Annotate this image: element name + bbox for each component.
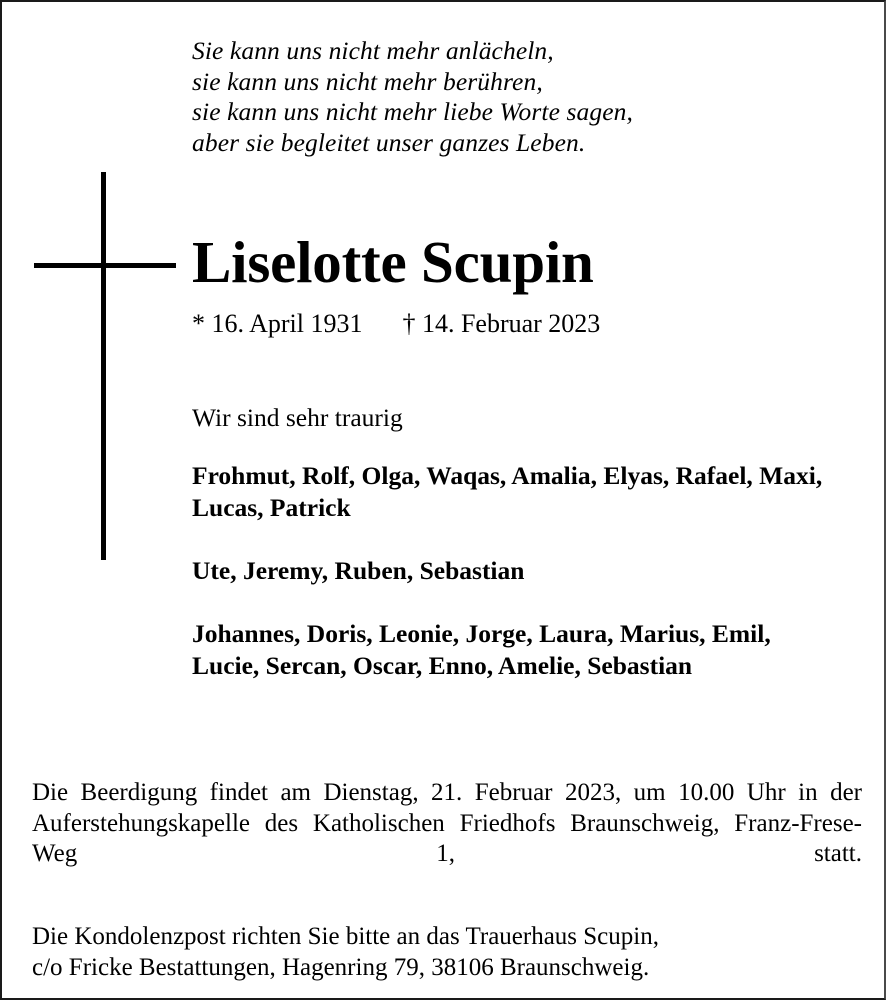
birth-date: 16. April 1931 [211,309,363,338]
verse-line-1: Sie kann uns nicht mehr anlächeln, [192,36,554,65]
death-date-group [402,309,600,338]
condolence-block [32,922,862,983]
birth-date-group [192,309,362,338]
funeral-details [32,778,862,983]
condolence-line-2: c/o Fricke Bestattungen, Hagenring 79, 38106 Braunschweig. [32,953,650,981]
deceased-block [192,230,852,682]
verse-line-3: sie kann uns nicht mehr liebe Worte sagen, [192,97,633,126]
death-date: 14. Februar 2023 [421,309,601,338]
verse-line-2: sie kann uns nicht mehr berühren, [192,66,543,96]
life-dates [192,309,852,339]
mourner-group-2: Ute, Jeremy, Ruben, Sebastian [192,556,525,585]
memorial-verse [192,36,812,158]
condolence-line-1: Die Kondolenzpost richten Sie bitte an das Trauerhaus Scupin, [32,923,659,950]
deceased-name: Liselotte Scupin [192,229,594,295]
cross-horizontal-bar [34,263,176,268]
cross-vertical-bar [101,172,106,560]
mourner-group-1: Frohmut, Rolf, Olga, Waqas, Amalia, Elyas, Rafael, Maxi, Lucas, Patrick [192,461,823,522]
latin-cross-icon [2,2,202,602]
funeral-info-paragraph: Die Beerdigung findet am Dienstag, 21. Februar 2023, um 10.00 Uhr in der Auferstehungskapelle des Katholischen Friedhofs Braunschweig, Franz-Frese-Weg 1, statt. [32,779,862,867]
mourning-intro: Wir sind sehr traurig [192,403,403,432]
birth-star-icon: * [192,309,205,338]
mourner-group-3: Johannes, Doris, Leonie, Jorge, Laura, Marius, Emil, Lucie, Sercan, Oscar, Enno, Amelie, Sebastian [192,619,771,680]
death-cross-icon: † [402,309,416,338]
verse-line-4: aber sie begleitet unser ganzes Leben. [192,127,586,157]
